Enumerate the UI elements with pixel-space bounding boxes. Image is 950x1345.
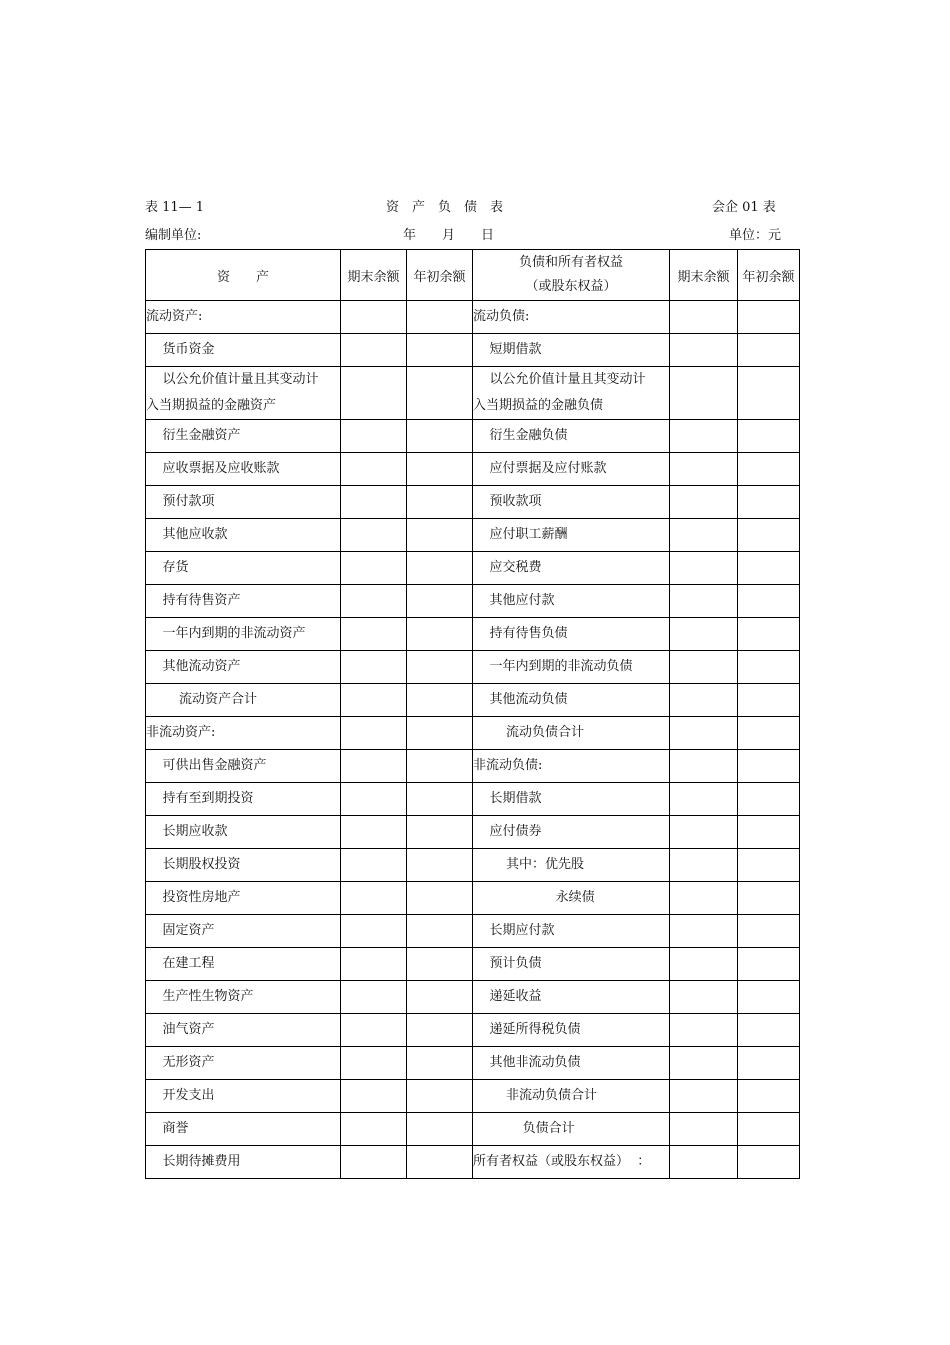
asset-begin-balance-cell <box>407 1014 473 1047</box>
liability-end-balance-cell <box>670 420 738 453</box>
liability-label: 以公允价值计量且其变动计 入当期损益的金融负债 <box>473 367 670 420</box>
liability-end-balance-cell <box>670 334 738 367</box>
liability-label: 其中：优先股 <box>473 849 670 882</box>
liability-end-balance-cell <box>670 1014 738 1047</box>
table-row <box>146 618 800 651</box>
asset-begin-balance-cell <box>407 1113 473 1146</box>
table-row <box>146 1146 800 1179</box>
asset-begin-balance-cell <box>407 1047 473 1080</box>
header-begin-balance: 年初余额 <box>407 250 473 301</box>
table-row <box>146 750 800 783</box>
asset-end-balance-cell <box>341 1113 407 1146</box>
liability-end-balance-cell <box>670 585 738 618</box>
liability-begin-balance-cell <box>738 849 800 882</box>
table-row <box>146 849 800 882</box>
liability-label: 应付债券 <box>473 816 670 849</box>
table-row <box>146 783 800 816</box>
liability-label: 短期借款 <box>473 334 670 367</box>
asset-end-balance-cell <box>341 684 407 717</box>
liability-begin-balance-cell <box>738 651 800 684</box>
liability-begin-balance-cell <box>738 486 800 519</box>
asset-label: 持有待售资产 <box>146 585 341 618</box>
liability-label: 所有者权益（或股东权益） ： <box>473 1146 670 1179</box>
asset-label: 长期股权投资 <box>146 849 341 882</box>
asset-end-balance-cell <box>341 1080 407 1113</box>
liability-end-balance-cell <box>670 948 738 981</box>
asset-end-balance-cell <box>341 750 407 783</box>
asset-end-balance-cell <box>341 519 407 552</box>
asset-label: 以公允价值计量且其变动计 入当期损益的金融资产 <box>146 367 341 420</box>
table-row <box>146 1014 800 1047</box>
asset-label: 衍生金融资产 <box>146 420 341 453</box>
liability-begin-balance-cell <box>738 618 800 651</box>
liability-begin-balance-cell <box>738 948 800 981</box>
table-header-row <box>146 250 800 301</box>
liability-end-balance-cell <box>670 651 738 684</box>
asset-begin-balance-cell <box>407 684 473 717</box>
liability-label: 其他流动负债 <box>473 684 670 717</box>
asset-begin-balance-cell <box>407 948 473 981</box>
asset-begin-balance-cell <box>407 453 473 486</box>
form-number: 会企 01 表 <box>712 200 776 215</box>
asset-end-balance-cell <box>341 849 407 882</box>
asset-end-balance-cell <box>341 915 407 948</box>
asset-begin-balance-cell <box>407 519 473 552</box>
table-row <box>146 486 800 519</box>
asset-begin-balance-cell <box>407 783 473 816</box>
liability-label: 应付职工薪酬 <box>473 519 670 552</box>
table-row <box>146 552 800 585</box>
liability-end-balance-cell <box>670 301 738 334</box>
table-row <box>146 519 800 552</box>
table-row <box>146 367 800 420</box>
asset-end-balance-cell <box>341 453 407 486</box>
liability-label: 一年内到期的非流动负债 <box>473 651 670 684</box>
liability-label: 预收款项 <box>473 486 670 519</box>
asset-label: 油气资产 <box>146 1014 341 1047</box>
asset-label: 其他应收款 <box>146 519 341 552</box>
asset-begin-balance-cell <box>407 486 473 519</box>
asset-begin-balance-cell <box>407 1080 473 1113</box>
liability-label: 非流动负债: <box>473 750 670 783</box>
liability-begin-balance-cell <box>738 1014 800 1047</box>
asset-begin-balance-cell <box>407 367 473 420</box>
asset-label: 投资性房地产 <box>146 882 341 915</box>
liability-label: 长期应付款 <box>473 915 670 948</box>
asset-end-balance-cell <box>341 1047 407 1080</box>
liability-begin-balance-cell <box>738 453 800 486</box>
liability-label: 递延收益 <box>473 981 670 1014</box>
liability-begin-balance-cell <box>738 684 800 717</box>
liability-begin-balance-cell <box>738 717 800 750</box>
asset-begin-balance-cell <box>407 301 473 334</box>
asset-end-balance-cell <box>341 486 407 519</box>
asset-end-balance-cell <box>341 717 407 750</box>
liability-begin-balance-cell <box>738 1080 800 1113</box>
table-row <box>146 420 800 453</box>
asset-end-balance-cell <box>341 948 407 981</box>
liability-label: 非流动负债合计 <box>473 1080 670 1113</box>
liability-begin-balance-cell <box>738 816 800 849</box>
asset-begin-balance-cell <box>407 420 473 453</box>
liability-begin-balance-cell <box>738 750 800 783</box>
liability-label: 衍生金融负债 <box>473 420 670 453</box>
liability-end-balance-cell <box>670 519 738 552</box>
asset-end-balance-cell <box>341 1014 407 1047</box>
asset-end-balance-cell <box>341 981 407 1014</box>
liability-end-balance-cell <box>670 849 738 882</box>
asset-label: 生产性生物资产 <box>146 981 341 1014</box>
asset-end-balance-cell <box>341 420 407 453</box>
liability-begin-balance-cell <box>738 981 800 1014</box>
table-row <box>146 882 800 915</box>
asset-label: 应收票据及应收账款 <box>146 453 341 486</box>
table-row <box>146 948 800 981</box>
liability-end-balance-cell <box>670 1146 738 1179</box>
table-row <box>146 334 800 367</box>
asset-end-balance-cell <box>341 783 407 816</box>
asset-label: 存货 <box>146 552 341 585</box>
header-liabilities-equity: 负债和所有者权益 （或股东权益） <box>473 250 670 301</box>
liability-end-balance-cell <box>670 1080 738 1113</box>
asset-begin-balance-cell <box>407 585 473 618</box>
liability-label: 长期借款 <box>473 783 670 816</box>
asset-begin-balance-cell <box>407 717 473 750</box>
table-row <box>146 684 800 717</box>
currency-unit-label: 单位：元 <box>729 228 782 243</box>
asset-label: 其他流动资产 <box>146 651 341 684</box>
asset-label: 流动资产合计 <box>146 684 341 717</box>
liability-begin-balance-cell <box>738 585 800 618</box>
table-row <box>146 1047 800 1080</box>
header-assets: 资 产 <box>146 250 341 301</box>
asset-end-balance-cell <box>341 882 407 915</box>
liability-end-balance-cell <box>670 486 738 519</box>
asset-begin-balance-cell <box>407 334 473 367</box>
liability-label: 负债合计 <box>473 1113 670 1146</box>
table-row <box>146 585 800 618</box>
liability-end-balance-cell <box>670 783 738 816</box>
asset-label: 预付款项 <box>146 486 341 519</box>
table-row <box>146 1080 800 1113</box>
liability-begin-balance-cell <box>738 915 800 948</box>
asset-label: 在建工程 <box>146 948 341 981</box>
asset-label: 流动资产: <box>146 301 341 334</box>
liability-end-balance-cell <box>670 1047 738 1080</box>
liability-end-balance-cell <box>670 552 738 585</box>
asset-begin-balance-cell <box>407 882 473 915</box>
header-begin-balance-2: 年初余额 <box>738 250 800 301</box>
asset-label: 一年内到期的非流动资产 <box>146 618 341 651</box>
liability-end-balance-cell <box>670 816 738 849</box>
liability-end-balance-cell <box>670 684 738 717</box>
reporting-entity-label: 编制单位: <box>145 228 202 243</box>
asset-begin-balance-cell <box>407 816 473 849</box>
page-title: 资 产 负 债 表 <box>386 200 504 215</box>
asset-begin-balance-cell <box>407 981 473 1014</box>
liability-end-balance-cell <box>670 453 738 486</box>
liability-end-balance-cell <box>670 915 738 948</box>
asset-begin-balance-cell <box>407 552 473 585</box>
asset-label: 固定资产 <box>146 915 341 948</box>
liability-label: 流动负债: <box>473 301 670 334</box>
liability-label: 应付票据及应付账款 <box>473 453 670 486</box>
asset-label: 长期应收款 <box>146 816 341 849</box>
liability-end-balance-cell <box>670 1113 738 1146</box>
liability-label: 持有待售负债 <box>473 618 670 651</box>
asset-begin-balance-cell <box>407 750 473 783</box>
asset-end-balance-cell <box>341 367 407 420</box>
table-number: 表 11— 1 <box>145 200 205 215</box>
asset-end-balance-cell <box>341 1146 407 1179</box>
liability-end-balance-cell <box>670 882 738 915</box>
liability-end-balance-cell <box>670 981 738 1014</box>
liability-label: 其他应付款 <box>473 585 670 618</box>
asset-end-balance-cell <box>341 301 407 334</box>
liability-end-balance-cell <box>670 717 738 750</box>
header-end-balance: 期末余额 <box>341 250 407 301</box>
table-row <box>146 453 800 486</box>
asset-label: 持有至到期投资 <box>146 783 341 816</box>
liability-label: 递延所得税负债 <box>473 1014 670 1047</box>
table-row <box>146 915 800 948</box>
liability-begin-balance-cell <box>738 301 800 334</box>
liability-begin-balance-cell <box>738 367 800 420</box>
table-row <box>146 981 800 1014</box>
liability-label: 其他非流动负债 <box>473 1047 670 1080</box>
liability-begin-balance-cell <box>738 882 800 915</box>
liability-label: 应交税费 <box>473 552 670 585</box>
asset-label: 非流动资产: <box>146 717 341 750</box>
liability-begin-balance-cell <box>738 1047 800 1080</box>
liability-label: 流动负债合计 <box>473 717 670 750</box>
liability-begin-balance-cell <box>738 552 800 585</box>
asset-label: 可供出售金融资产 <box>146 750 341 783</box>
asset-begin-balance-cell <box>407 1146 473 1179</box>
table-row <box>146 816 800 849</box>
asset-label: 无形资产 <box>146 1047 341 1080</box>
liability-begin-balance-cell <box>738 334 800 367</box>
liability-end-balance-cell <box>670 618 738 651</box>
report-date-label: 年 月 日 <box>403 228 495 243</box>
header-end-balance-2: 期末余额 <box>670 250 738 301</box>
liability-begin-balance-cell <box>738 519 800 552</box>
table-row <box>146 301 800 334</box>
balance-sheet-table <box>145 249 800 1179</box>
liability-begin-balance-cell <box>738 420 800 453</box>
liability-end-balance-cell <box>670 750 738 783</box>
liability-begin-balance-cell <box>738 783 800 816</box>
asset-begin-balance-cell <box>407 849 473 882</box>
liability-begin-balance-cell <box>738 1113 800 1146</box>
asset-end-balance-cell <box>341 334 407 367</box>
asset-label: 长期待摊费用 <box>146 1146 341 1179</box>
asset-label: 商誉 <box>146 1113 341 1146</box>
liability-begin-balance-cell <box>738 1146 800 1179</box>
asset-end-balance-cell <box>341 651 407 684</box>
table-row <box>146 717 800 750</box>
liability-end-balance-cell <box>670 367 738 420</box>
liability-label: 预计负债 <box>473 948 670 981</box>
asset-end-balance-cell <box>341 816 407 849</box>
asset-end-balance-cell <box>341 585 407 618</box>
table-row <box>146 1113 800 1146</box>
asset-begin-balance-cell <box>407 618 473 651</box>
asset-end-balance-cell <box>341 552 407 585</box>
asset-label: 货币资金 <box>146 334 341 367</box>
table-row <box>146 651 800 684</box>
asset-begin-balance-cell <box>407 651 473 684</box>
liability-label: 永续债 <box>473 882 670 915</box>
asset-label: 开发支出 <box>146 1080 341 1113</box>
asset-begin-balance-cell <box>407 915 473 948</box>
asset-end-balance-cell <box>341 618 407 651</box>
